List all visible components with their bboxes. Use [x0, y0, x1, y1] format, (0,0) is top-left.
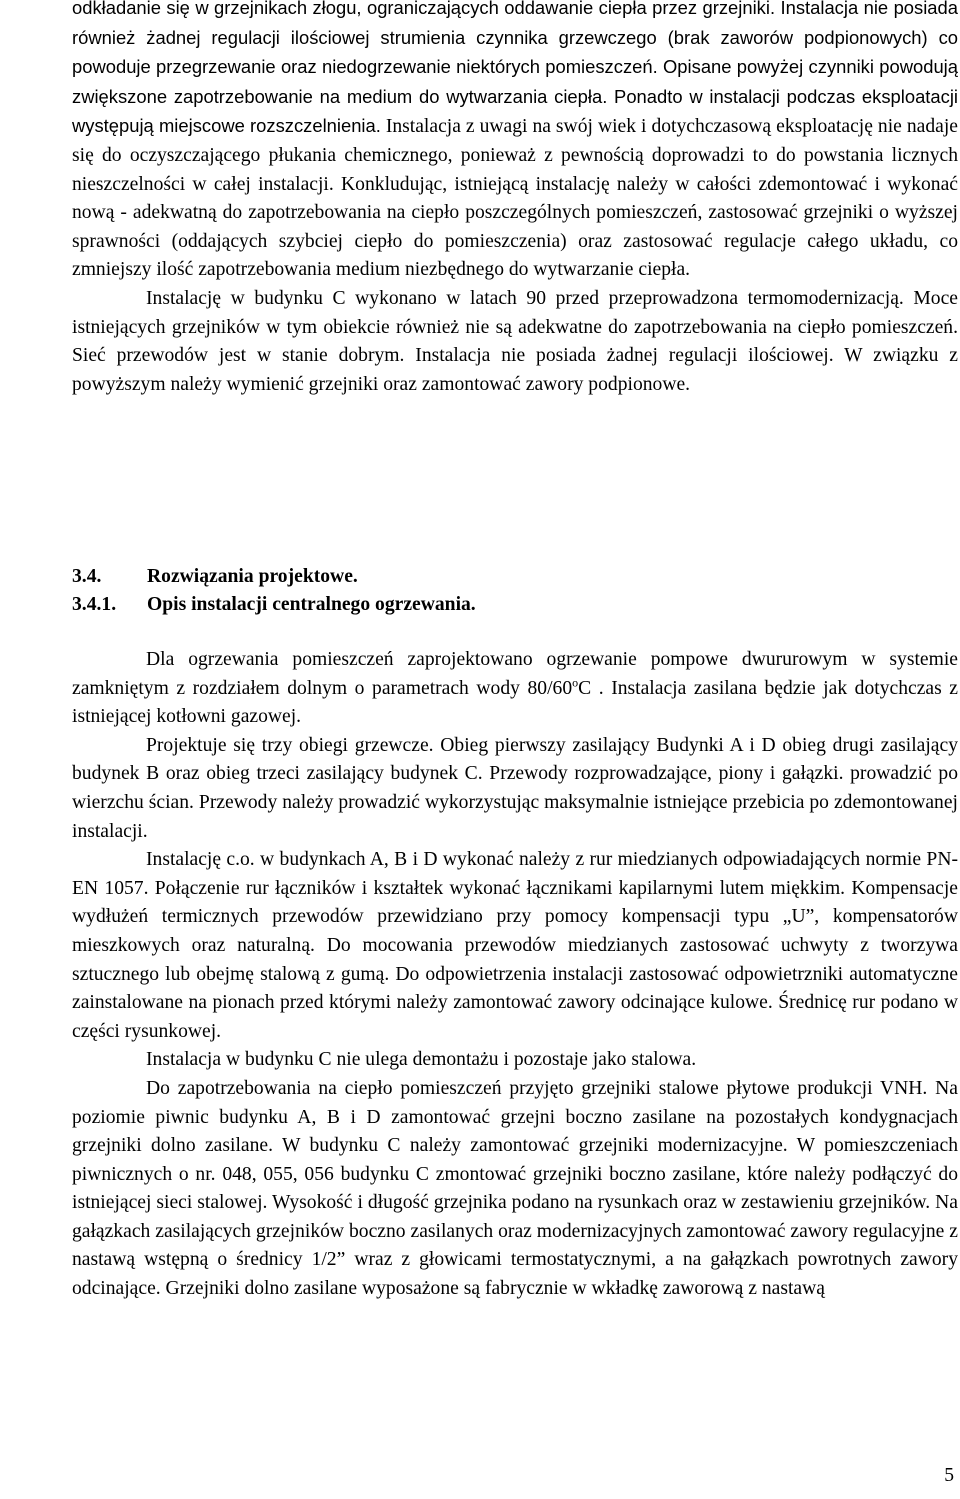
paragraph: Instalację w budynku C wykonano w latach 90 przed przeprowadzona termomodernizacją. Moce istniejących grzejników w tym obiekcie również nie są adekwatne do zapotrzebowania na ciepło pomieszczeń. Sieć przewodów jest w stanie dobrym. Instalacja nie posiada żadnej regulacji ilościowej. W związku z powyższym należy wymienić grzejniki oraz zamontować zawory podpionowe.	[72, 287, 958, 395]
paragraph: Do zapotrzebowania na ciepło pomieszczeń przyjęto grzejniki stalowe płytowe produkcji VNH. Na poziomie piwnic budynku A, B i D zamontować grzejni boczno zasilane na pozostałych kondygnacjach grzejniki dolno zasilane. W budynku C należy zamontować grzejniki modernizacyjne. W pomieszczeniach piwnicznych o nr. 048, 055, 056 budynku C zmontować grzejniki boczno zasilane, które należy podłączyć do istniejącej sieci stalowej. Wysokość i długość grzejnika podano na rysunkach oraz w zestawieniu grzejników. Na gałązkach zasilających grzejników boczno zasilanych oraz modernizacyjnych zamontować zawory regulacyjne z nastawą wstępną o średnicy 1/2” wraz z głowicami termostatycznymi, a na gałązkach powrotnych zawory odcinające. Grzejniki dolno zasilane wyposażone są fabrycznie w wkładkę zaworową z nastawą	[72, 1077, 958, 1300]
paragraph: Instalację c.o. w budynkach A, B i D wykonać należy z rur miedzianych odpowiadających normie PN-EN 1057. Połączenie rur łączników i kształtek wykonać łącznikami kapilarnymi lutem miękkim. Kompensacje wydłużeń termicznych przewodów przewidziano przy pomocy kompensacji typu „U”, kompensatorów mieszkowych oraz naturalną. Do mocowania przewodów miedzianych zastosować uchwyty z tworzywa sztucznego lub obejmę stalową z gumą. Do odpowietrzenia instalacji zastosować odpowietrzniki automatyczne zainstalowane na pionach przed którymi należy zamontować zawory odcinające kulowe. Średnicę rur podano w części rysunkowej.	[72, 849, 958, 1042]
degree-superscript: o	[572, 675, 579, 690]
section-number: 3.4.	[72, 566, 102, 587]
section-heading	[72, 564, 958, 590]
body-text-top	[72, 0, 958, 399]
text-run: Dla ogrzewania pomieszczeń zaprojektowano ogrzewanie pompowe dwururowym w systemie zamkniętym z rozdziałem dolnym o parametrach wody 80/60	[72, 649, 958, 699]
paragraph: Instalacja w budynku C nie ulega demontażu i pozostaje jako stalowa.	[146, 1049, 697, 1071]
subsection-number: 3.4.1.	[72, 594, 117, 615]
paragraph	[72, 646, 958, 732]
body-text-bottom	[72, 646, 958, 1304]
page-number: 5	[944, 1465, 954, 1486]
paragraph	[72, 0, 958, 285]
subsection-heading	[72, 592, 958, 618]
text-run: C . Instalacja zasilana będzie jak dotychczas z istniejącej kotłowni gazowej.	[72, 677, 958, 728]
subsection-title: Opis instalacji centralnego ogrzewania.	[147, 594, 476, 615]
sans-text-run: odkładanie się w grzejnikach złogu, ograniczających oddawanie ciepła przez grzejniki. Instalacja nie posiada również żadnej regulacji ilościowej strumienia czynnika grzewczego (brak zaworów podpionowych) co powoduje przegrzewanie oraz niedogrzewanie niektórych pomieszczeń. Opisane powyżej czynniki powodują zwiększone zapotrzebowanie na medium do wytwarzania ciepła. Ponadto w instalacji podczas eksploatacji występują miejscowe rozszczelnienia.	[72, 0, 958, 137]
section-title: Rozwiązania projektowe.	[147, 566, 358, 587]
serif-text-run: Instalacja z uwagi na swój wiek i dotychczasową eksploatację nie nadaje się do oczyszczającego płukania chemicznego, ponieważ z pewnością doprowadzi to do powstania licznych nieszczelności w całej instalacji. Konkludując, istniejącą instalację należy w całości zdemontować i wykonać nową - adekwatną do zapotrzebowania na ciepło poszczególnych pomieszczeń, zastosować grzejniki o wyższej sprawności (oddających szybciej ciepło do pomieszczenia) oraz zastosować regulacje całego układu, co zmniejszy ilość zapotrzebowania medium niezbędnego do wytwarzanie ciepła.	[72, 116, 958, 281]
paragraph: Projektuje się trzy obiegi grzewcze. Obieg pierwszy zasilający Budynki A i D obieg drugi zasilający budynek B oraz obieg trzeci zasilający budynek C. Przewody rozprowadzające, piony i gałązki. prowadzić po wierzchu ścian. Przewody należy prowadzić wykorzystując maksymalnie istniejące przebicia po zdemontowanej instalacji.	[72, 734, 958, 842]
